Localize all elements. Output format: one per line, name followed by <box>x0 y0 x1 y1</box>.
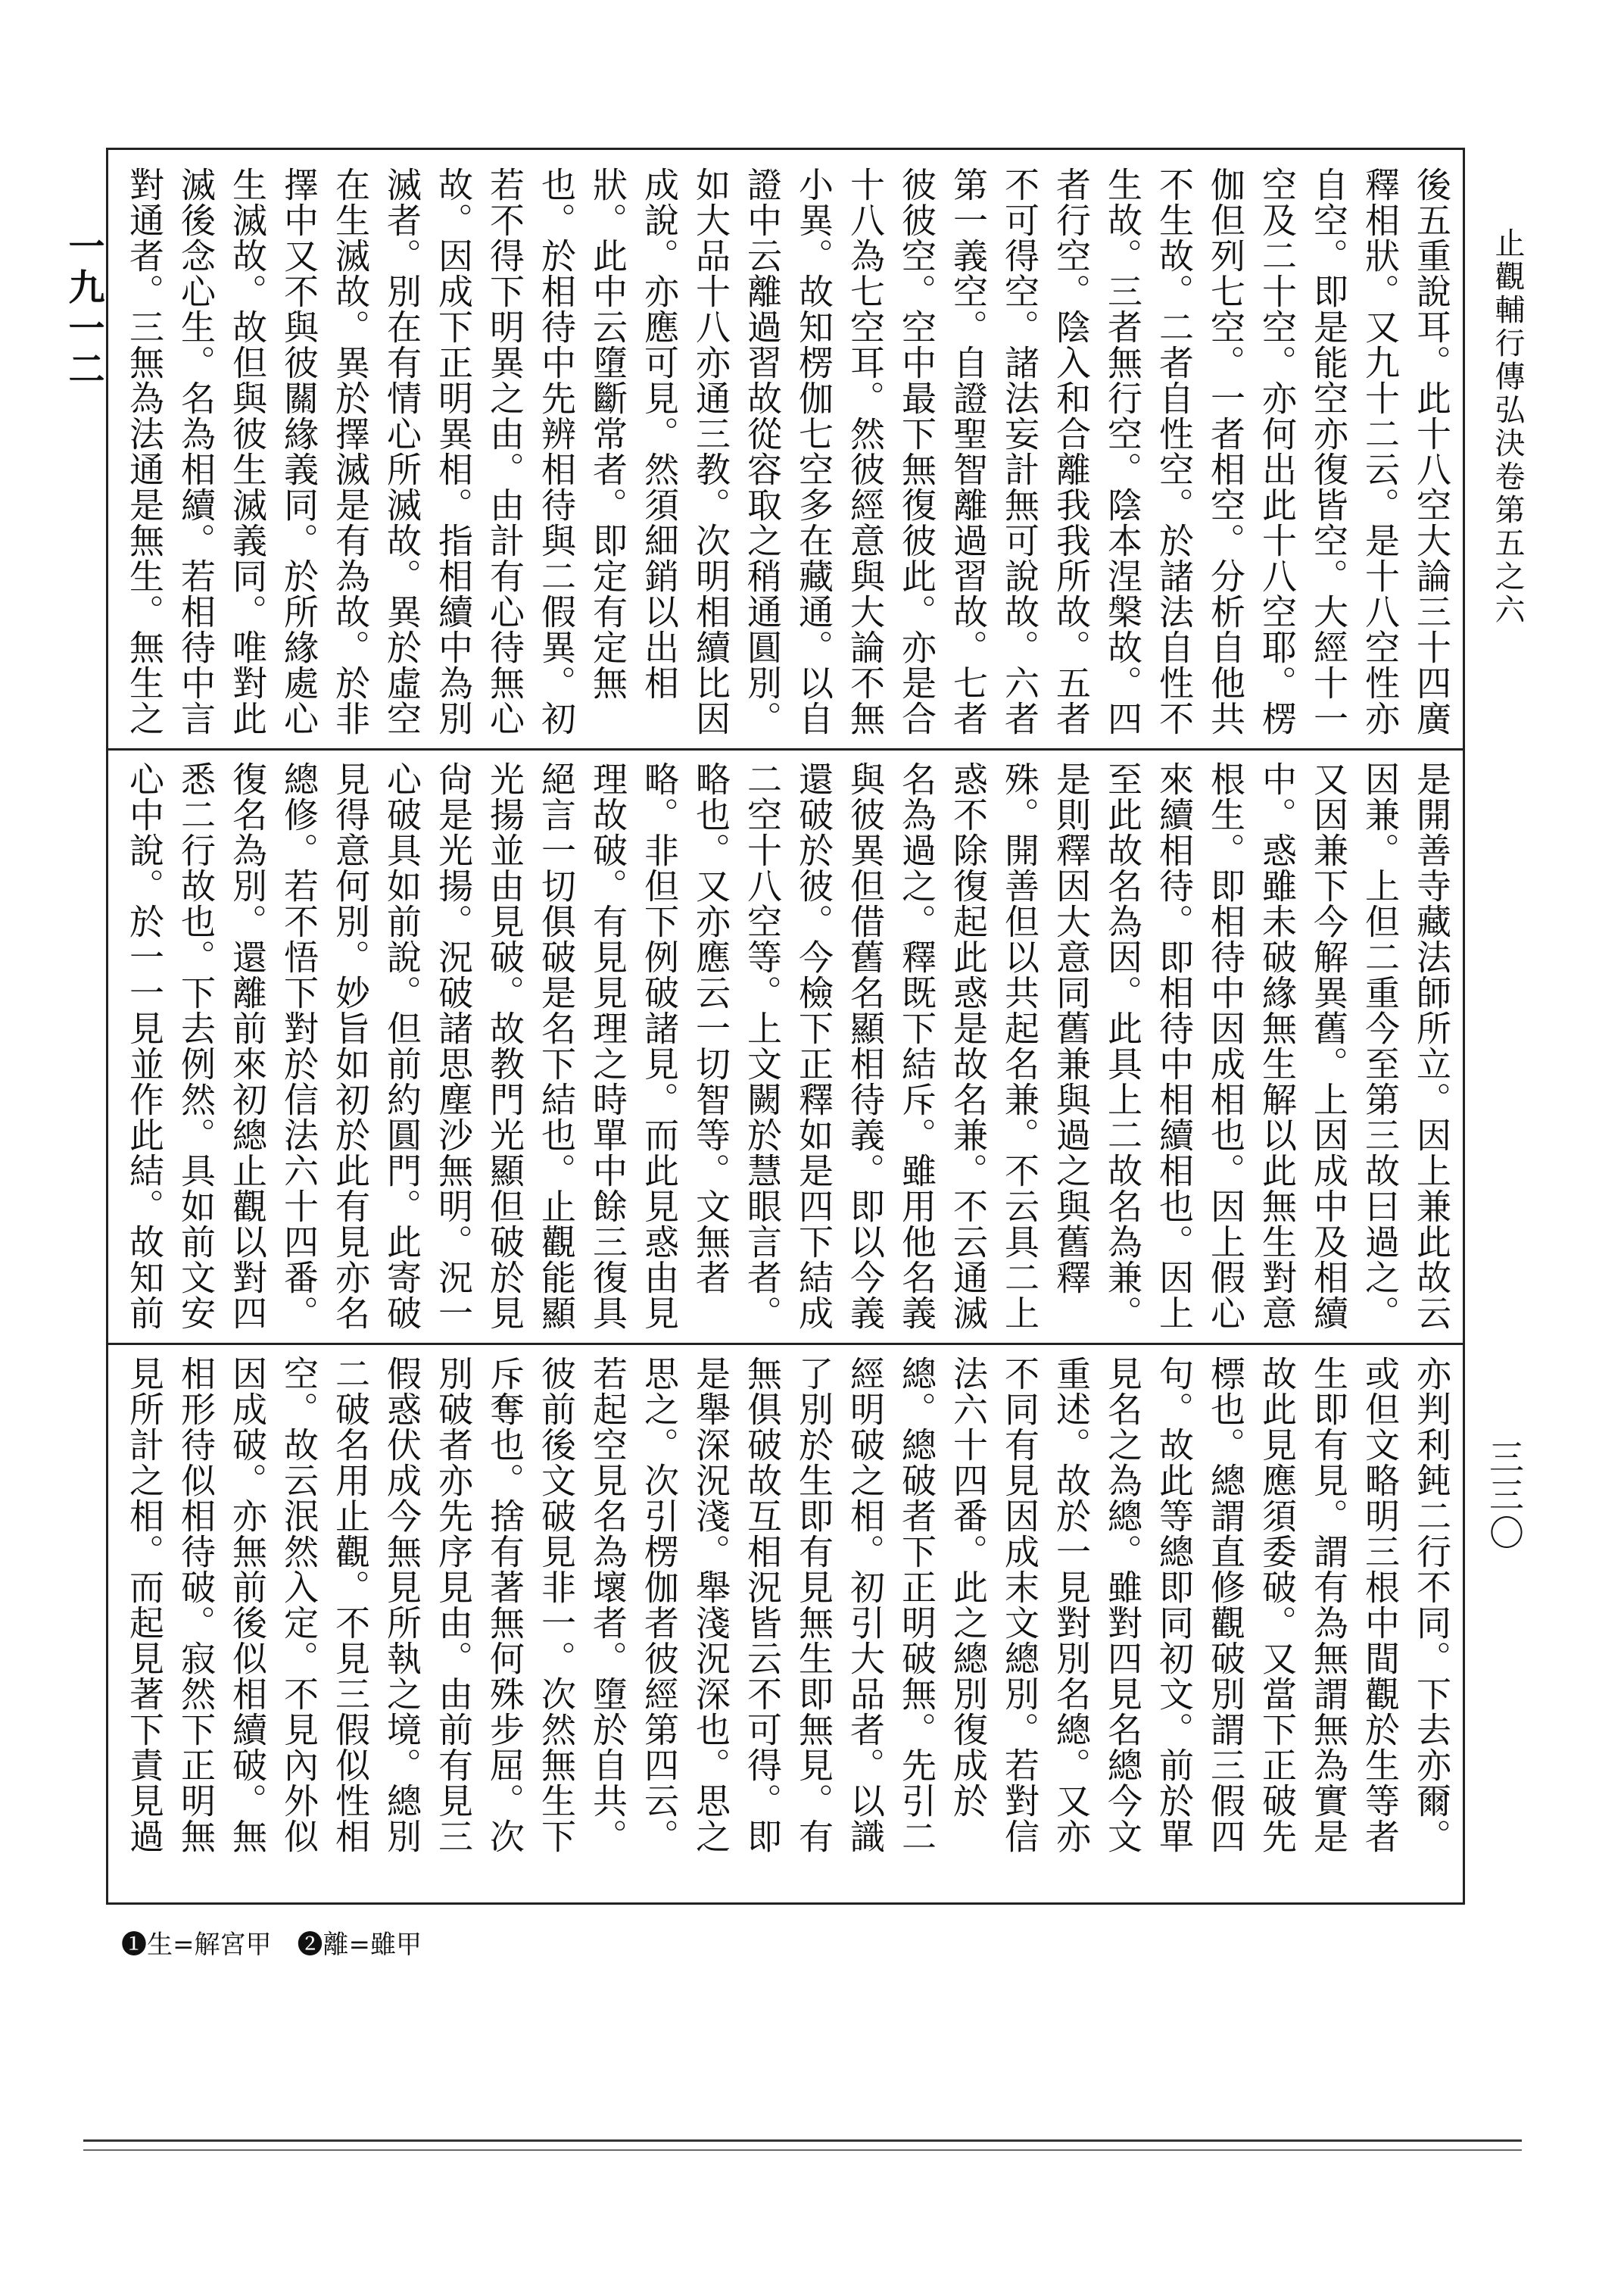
text-band-upper: 後五重說耳。此十八空大論三十四廣釋相狀。又九十二云。是十八空性亦自空。即是能空亦復皆空。大經十一空及二十空。亦何出此十八空耶。楞伽但列七空。一者相空。分析自他共不生故。二者自性空。於諸法自性不生故。三者無行空。陰本涅槃故。四者行空。陰入和合離我我所故。五者不可得空。諸法妄計無可說故。六者第一義空。自證聖智離過習故。七者彼彼空。空中最下無復彼此。亦是合十八為七空耳。然彼經意與大論不無小異。故知楞伽七空多在藏通。以自證中云離過習故從容取之稍通圓別。如大品十八亦通三教。次明相續比因成說。亦應可見。然須細銷以出相狀。此中云墮斷常者。即定有定無也。於相待中先辨相待與二假異。初若不得下明異之由。由計有心待無心故。因成下正明異相。指相續中為別滅者。別在有情心所滅故。異於虛空在生滅故。異於擇滅是有為故。於非擇中又不與彼關緣義同。於所緣處心生滅故。故但與彼生滅義同。唯對此滅後念心生。名為相續。若相待中言對通者。三無為法通是無生。無生之 <box>124 167 1452 736</box>
bottom-rule <box>83 2139 1522 2142</box>
text-band-lower: 亦判利鈍二行不同。下去亦爾。或但文略明三根中間觀於生等者生即有見。謂有為無謂無為實是故此見應須委破。又當下正破先標也。總謂直修觀破別謂三假四句。故此等總即同初文。前於單見名之為總。雖對四見名總今文重述。故於一見對別名總。又亦不同有見因成末文總別。若對信法六十四番。此之總別復成於總。總破者下正明破無。先引二經明破之相。初引大品者。以識了別於生即有見無生即無見。有無俱破故互相況皆云不可得。即是舉深況淺。舉淺況深也。思之思之。次引楞伽者彼經第四云。若起空見名為壞者。墮於自共。彼前後文破見非一。次然無生下斥奪也。捨有著無何殊步屈。次別破者亦先序見由。由前有見三假惑伏成今無見所執之境。總別二破名用止觀。不見三假似性相空。故云泯然入定。不見內外似因成破。亦無前後似相續破。無相形待似相待破。寂然下正明無見所計之相。而起見著下責見過 <box>124 1356 1452 1854</box>
running-title: 止觀輔行傳弘決卷第五之六 <box>1490 227 1525 627</box>
band-divider <box>106 1343 1465 1345</box>
bottom-rule <box>83 2149 1522 2151</box>
page-number: 一九一二 <box>62 227 104 391</box>
footnotes: ❶生=解宮甲 ❷離=雖甲 <box>121 1930 422 1960</box>
text-band-middle: 是開善寺藏法師所立。因上兼此故云因兼。上但二重今至第三故曰過之。又因兼下今解異舊。上因成中及相續中。惑雖未破緣無生解以此無生對意根生。即相待中因成相也。因上假心來續相待。即相待中相續相也。因上至此故名為因。此具上二故名為兼。是則釋因大意同舊兼與過之與舊釋殊。開善但以共起名兼。不云具二上惑不除復起此惑是故名兼。不云通滅名為過之。釋既下結斥。雖用他名義與彼異但借舊名顯相待義。即以今義還破於彼。今檢下正釋如是四下結成二空十八空等。上文闕於慧眼言者。略也。又亦應云一切智等。文無者略。非但下例破諸見。而此見惑由見理故破。有見見理之時單中餘三復具絕言一切俱破是名下結也。止觀能顯光揚並由見破。故教門光顯但破於見尙是光揚。況破諸思塵沙無明。況一心破具如前說。但前約圓門。此寄破見得意何別。妙旨如初於此有見亦名總修。若不悟下對於信法六十四番。復名為別。還離前來初總止觀以對四悉二行故也。下去例然。具如前文安心中說。於一一見並作此結。故知前 <box>124 761 1452 1331</box>
margin-number: 三三〇 <box>1484 1439 1525 1553</box>
band-divider <box>106 748 1465 751</box>
